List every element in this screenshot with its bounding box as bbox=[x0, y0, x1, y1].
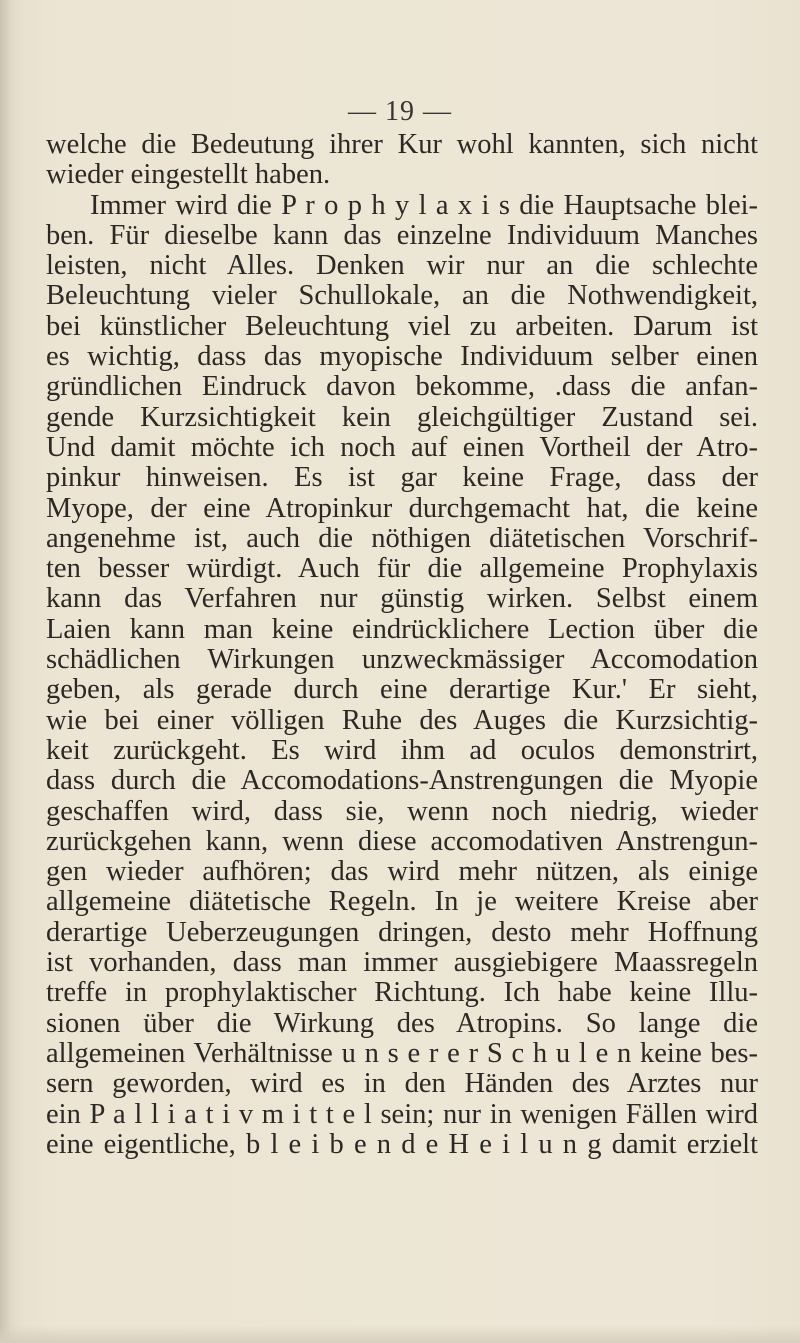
text-line: Immer wird die P r o p h y l a x i s die Hauptsache blei- bbox=[90, 189, 758, 221]
page-number: — 19 — bbox=[348, 96, 452, 127]
text-line: bei künstlicher Beleuchtung viel zu arbeiten. Darum ist bbox=[46, 310, 758, 342]
text-line: geben, als gerade durch eine derartige Kur.' Er sieht, bbox=[46, 674, 758, 706]
text-line: zurückgehen kann, wenn diese accomodativen Anstrengun- bbox=[46, 825, 758, 857]
text-line: geschaffen wird, dass sie, wenn noch niedrig, wieder bbox=[46, 795, 758, 827]
text-line: dass durch die Accomodations-Anstrengungen die Myopie bbox=[46, 765, 758, 797]
text-line: ben. Für dieselbe kann das einzelne Individuum Manches bbox=[46, 219, 758, 251]
text-line: ein P a l l i a t i v m i t t e l sein; nur in wenigen Fällen wird bbox=[46, 1098, 758, 1130]
text-line: derartige Ueberzeugungen dringen, desto mehr Hoffnung bbox=[46, 916, 758, 948]
text-line: leisten, nicht Alles. Denken wir nur an die schlechte bbox=[46, 250, 758, 282]
body-text bbox=[46, 130, 758, 1160]
text-line: Beleuchtung vieler Schullokale, an die Nothwendigkeit, bbox=[46, 280, 758, 312]
text-line: kann das Verfahren nur günstig wirken. Selbst einem bbox=[46, 583, 758, 615]
text-line: sern geworden, wird es in den Händen des Arztes nur bbox=[46, 1068, 758, 1100]
text-line: keit zurückgeht. Es wird ihm ad oculos demonstrirt, bbox=[46, 734, 758, 766]
text-line: allgemeine diätetische Regeln. In je weitere Kreise aber bbox=[46, 886, 758, 918]
text-line: gründlichen Eindruck davon bekomme, .dass die anfan- bbox=[46, 371, 758, 403]
text-line: wieder eingestellt haben. bbox=[46, 159, 331, 191]
text-line: schädlichen Wirkungen unzweckmässiger Accomodation bbox=[46, 644, 758, 676]
text-line: Laien kann man keine eindrücklichere Lection über die bbox=[46, 613, 758, 645]
text-line: es wichtig, dass das myopische Individuum selber einen bbox=[46, 341, 758, 373]
text-line: gende Kurzsichtigkeit kein gleichgültiger Zustand sei. bbox=[46, 401, 758, 433]
text-line: treffe in prophylaktischer Richtung. Ich habe keine Illu- bbox=[46, 977, 758, 1009]
page-bottom-edge bbox=[0, 1325, 800, 1343]
text-line: ten besser würdigt. Auch für die allgemeine Prophylaxis bbox=[46, 553, 758, 585]
text-line: sionen über die Wirkung des Atropins. So lange die bbox=[46, 1007, 758, 1039]
text-line: welche die Bedeutung ihrer Kur wohl kannten, sich nicht bbox=[46, 129, 758, 160]
text-line: allgemeinen Verhältnisse u n s e r e r S c h u l e n keine bes- bbox=[46, 1037, 758, 1069]
page-binding-edge bbox=[0, 0, 10, 1343]
text-line: Und damit möchte ich noch auf einen Vortheil der Atro- bbox=[46, 431, 758, 463]
text-line: gen wieder aufhören; das wird mehr nützen, als einige bbox=[46, 856, 758, 888]
text-line: ist vorhanden, dass man immer ausgiebigere Maassregeln bbox=[46, 947, 758, 979]
text-line: Myope, der eine Atropinkur durchgemacht hat, die keine bbox=[46, 492, 758, 524]
text-line: eine eigentliche, b l e i b e n d e H e i l u n g damit erzielt bbox=[46, 1128, 758, 1160]
text-line: angenehme ist, auch die nöthigen diätetischen Vorschrif- bbox=[46, 522, 758, 554]
text-line: wie bei einer völligen Ruhe des Auges die Kurzsichtig- bbox=[46, 704, 758, 736]
text-line: pinkur hinweisen. Es ist gar keine Frage, dass der bbox=[46, 462, 758, 494]
